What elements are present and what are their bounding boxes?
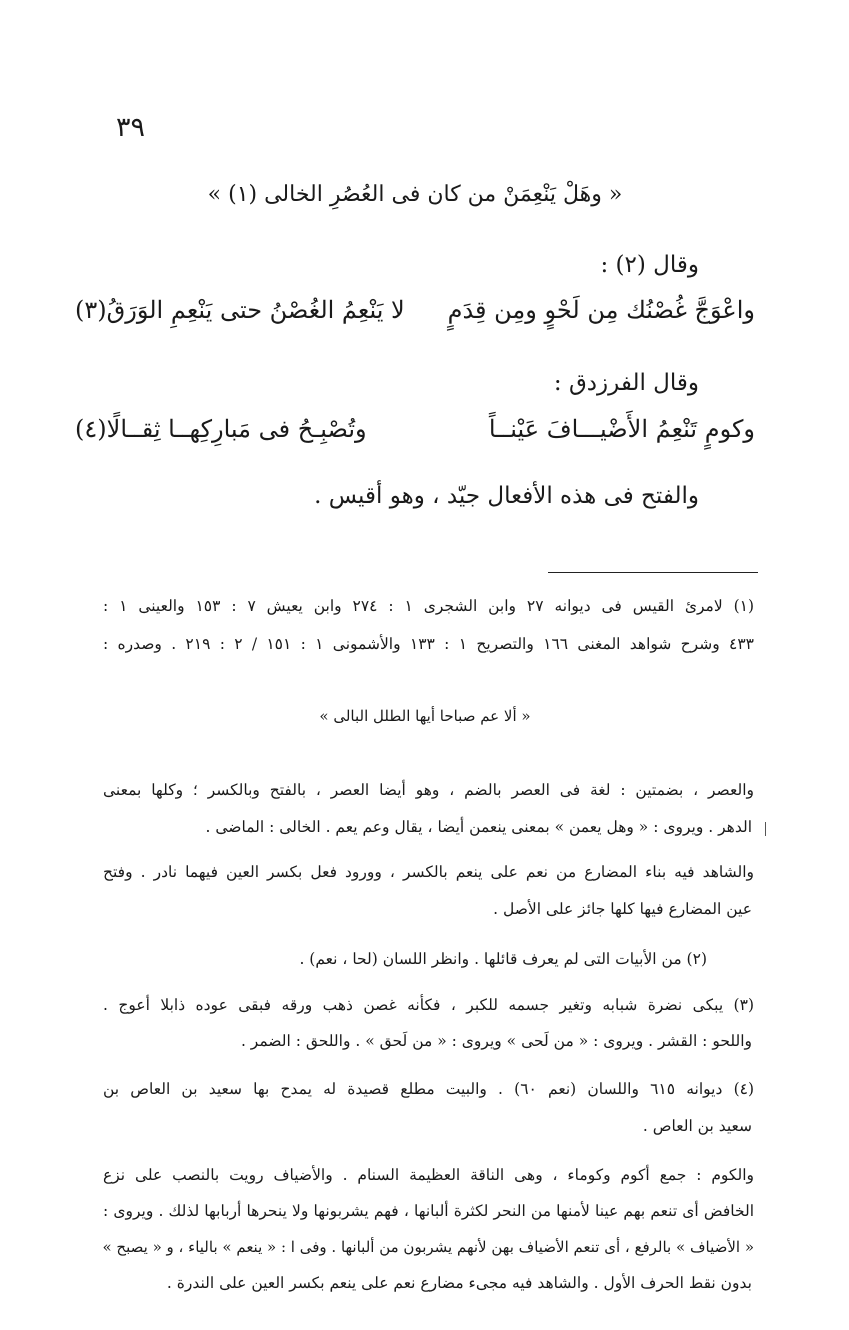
verse-intro-2: وقال الفرزدق :	[553, 370, 699, 396]
footnote-separator	[548, 572, 758, 573]
verse-3-first-hemistich: وكومٍ تَنْعِمُ الأَضْيـــافَ عَيْنــاً	[488, 415, 755, 443]
footnote-1-gloss-line-2: الدهر . ويروى : « وهل يعمن » بمعنى ينعمن أيضا ، يقال وعم يعم . الخالى : الماضى .	[205, 818, 752, 836]
footnote-1-line-1: (١) لامرئ القيس فى ديوانه ٢٧ وابن الشجرى ١ : ٢٧٤ وابن يعيش ٧ : ١٥٣ والعينى ١ :	[103, 597, 755, 615]
opening-hemistich: « وهَلْ يَنْعِمَنْ من كان فى العُصُرِ الخالى (١) »	[207, 182, 623, 207]
verse-2-first-hemistich: واعْوَجَّ غُصْنُك مِن لَحْوٍ ومِن قِدَمٍ	[447, 296, 755, 324]
verse-3-second-hemistich: وتُصْبِـحُ فى مَبارِكِهــا ثِقــالًا(٤)	[75, 415, 367, 443]
verse-3	[75, 415, 755, 455]
footnote-1-quoted-hemistich: « ألا عم صباحا أيها الطلل البالى »	[319, 707, 531, 725]
footnote-3-line-1: (٣) يبكى نضرة شبابه وتغير جسمه للكبر ، فكأنه غصن ذهب ورقه فبقى عوده ذابلا أعوج .	[103, 996, 754, 1014]
footnote-3-line-2: واللحو : القشر . ويروى : « من لَحى » ويروى : « من لَحق » . واللحق : الضمر .	[240, 1032, 752, 1050]
footnote-1-witness-line-2: عين المضارع فيها كلها جائز على الأصل .	[493, 900, 752, 918]
footnote-4-line-1: (٤) ديوانه ٦١٥ واللسان (نعم ٦٠) . والبيت مطلع قصيدة له يمدح بها سعيد بن العاص بن	[103, 1080, 755, 1098]
footnote-4-gloss-line-2: الخافض أى تنعم بهم عينا لأمنها من النحر لكثرة ألبانها ، فهم يشربونها ولا ينحرها أربابها لذلك . ويروى :	[103, 1202, 754, 1220]
footnote-1-line-2: ٤٣٣ وشرح شواهد المغنى ١٦٦ والتصريح ١ : ١٣٣ والأشمونى ١ : ١٥١ / ٢ : ٢١٩ . وصدره :	[103, 635, 754, 653]
footnote-4-gloss-line-3: « الأضياف » بالرفع ، أى تنعم الأضياف بهن لأنهم يشربون من ألبانها . وفى ا : « ينعم » بالياء ، و « يصبح »	[102, 1238, 754, 1256]
footnote-1-gloss-line-1: والعصر ، بضمتين : لغة فى العصر بالضم ، وهو أيضا العصر ، بالفتح وبالكسر ؛ وكلها بمعنى	[103, 781, 754, 799]
footnote-4-line-2: سعيد بن العاص .	[642, 1117, 752, 1135]
verse-2-second-hemistich: لا يَنْعِمُ الغُصْنُ حتى يَنْعِمِ الوَرَقُ(٣)	[75, 296, 405, 324]
verse-2	[75, 296, 755, 336]
conclusion-line: والفتح فى هذه الأفعال جيّد ، وهو أقيس .	[314, 483, 699, 509]
footnote-4-gloss-line-1: والكوم : جمع أكوم وكوماء ، وهى الناقة العظيمة السنام . والأضياف رويت بالنصب على نزع	[103, 1166, 754, 1184]
page-number: ٣٩	[116, 112, 146, 143]
footnote-2: (٢) من الأبيات التى لم يعرف قائلها . وانظر اللسان (لحا ، نعم) .	[299, 950, 707, 968]
footnote-4-gloss-line-4: بدون نقط الحرف الأول . والشاهد فيه مجىء مضارع نعم على ينعم بكسر العين على الندرة .	[166, 1274, 752, 1292]
verse-intro-1: وقال (٢) :	[600, 252, 699, 278]
footnote-1-witness-line-1: والشاهد فيه بناء المضارع من نعم على ينعم بالكسر ، وورود فعل بكسر العين فيهما نادر . وفتح	[103, 863, 754, 881]
margin-mark	[765, 822, 766, 836]
